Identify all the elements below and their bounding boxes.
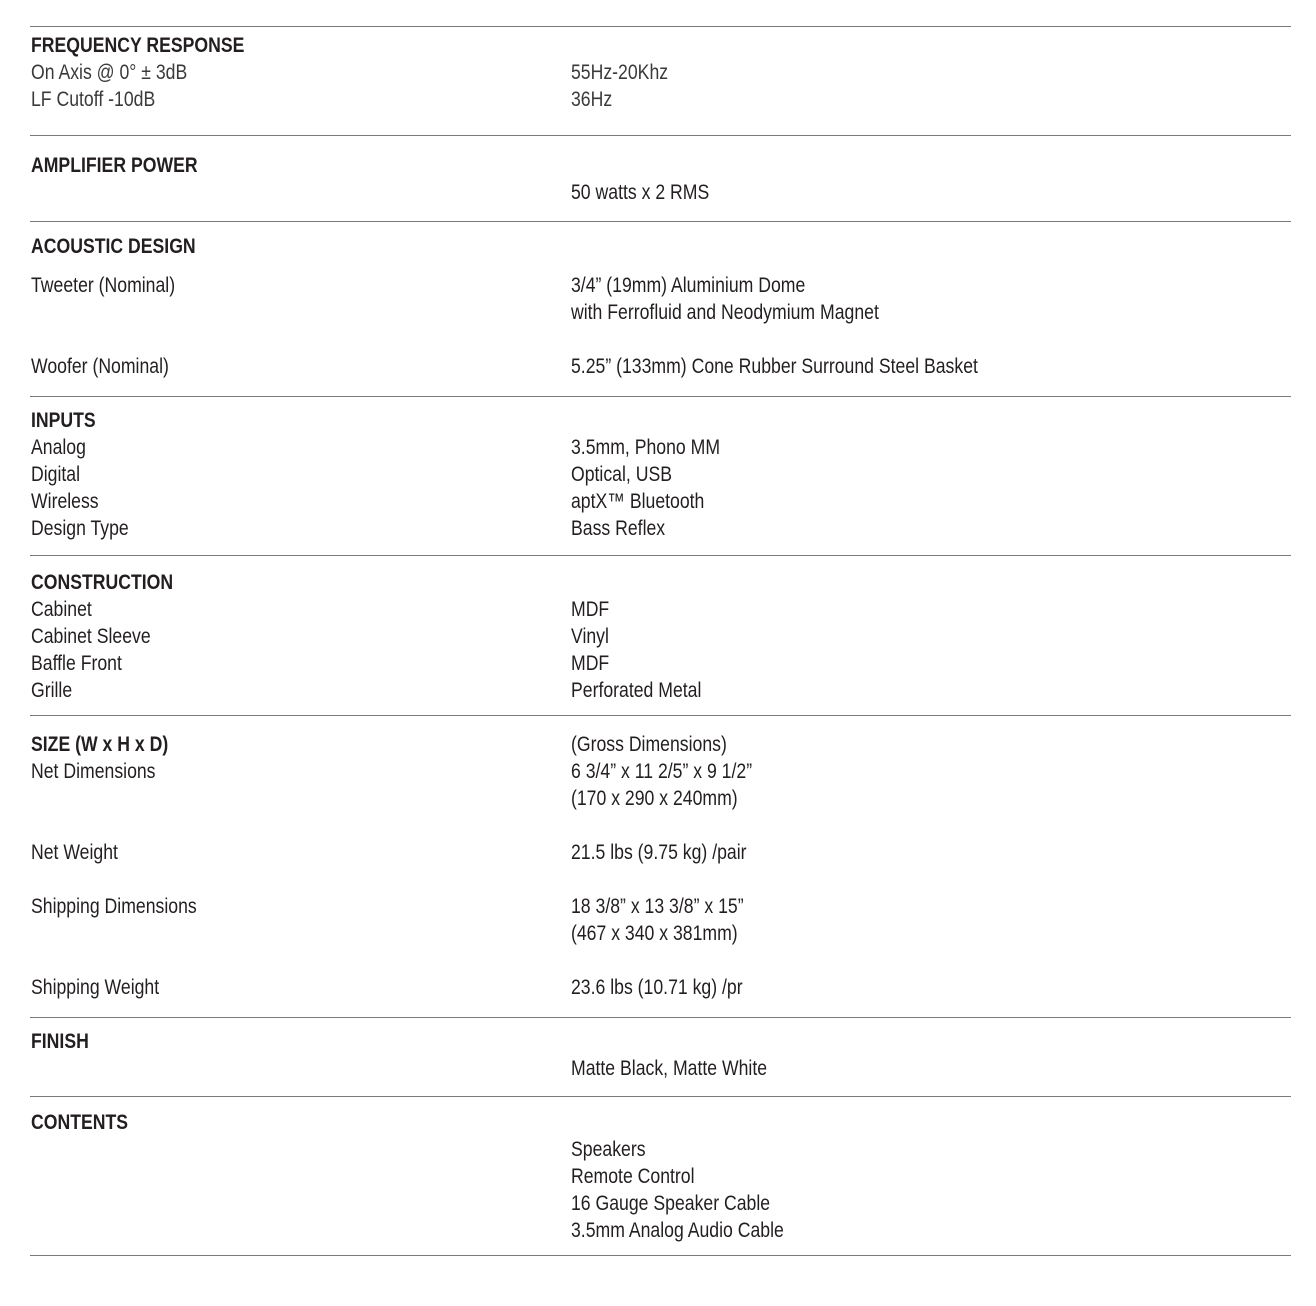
divider: [30, 1017, 1291, 1018]
divider: [30, 1255, 1291, 1256]
spec-value: Remote Control: [571, 1165, 695, 1188]
spec-label: Wireless: [31, 490, 99, 513]
spec-value: 21.5 lbs (9.75 kg) /pair: [571, 841, 747, 864]
divider: [30, 715, 1291, 716]
spec-value: (Gross Dimensions): [571, 733, 727, 756]
spec-label: Cabinet Sleeve: [31, 625, 151, 648]
spec-value: 23.6 lbs (10.71 kg) /pr: [571, 976, 743, 999]
section-title: FREQUENCY RESPONSE: [31, 34, 245, 57]
spec-value: Optical, USB: [571, 463, 672, 486]
section-title: AMPLIFIER POWER: [31, 154, 198, 177]
divider: [30, 1096, 1291, 1097]
spec-label: Shipping Dimensions: [31, 895, 197, 918]
spec-label: Baffle Front: [31, 652, 122, 675]
section-title: CONTENTS: [31, 1111, 129, 1134]
spec-label: Net Dimensions: [31, 760, 156, 783]
spec-value: aptX™ Bluetooth: [571, 490, 705, 513]
spec-value: with Ferrofluid and Neodymium Magnet: [571, 301, 879, 324]
section-title: INPUTS: [31, 409, 96, 432]
spec-value: 16 Gauge Speaker Cable: [571, 1192, 771, 1215]
spec-value: 50 watts x 2 RMS: [571, 181, 710, 204]
spec-value: 18 3/8” x 13 3/8” x 15”: [571, 895, 744, 918]
spec-label: Design Type: [31, 517, 129, 540]
spec-value: (170 x 290 x 240mm): [571, 787, 738, 810]
spec-label: Analog: [31, 436, 86, 459]
spec-value: Bass Reflex: [571, 517, 666, 540]
spec-value: 5.25” (133mm) Cone Rubber Surround Steel Basket: [571, 355, 978, 378]
section-title: [31, 731, 168, 758]
divider: [30, 26, 1291, 27]
spec-label: Woofer (Nominal): [31, 355, 169, 378]
divider: [30, 221, 1291, 222]
spec-value: MDF: [571, 652, 610, 675]
spec-label: Cabinet: [31, 598, 92, 621]
spec-value: Matte Black, Matte White: [571, 1057, 768, 1080]
spec-label: Digital: [31, 463, 81, 486]
spec-value: Vinyl: [571, 625, 609, 648]
spec-value: Perforated Metal: [571, 679, 702, 702]
divider: [30, 396, 1291, 397]
section-title-main: SIZE: [31, 733, 71, 756]
spec-value: MDF: [571, 598, 610, 621]
spec-value: 36Hz: [571, 88, 613, 111]
spec-value: (467 x 340 x 381mm): [571, 922, 738, 945]
divider: [30, 135, 1291, 136]
spec-label: LF Cutoff -10dB: [31, 88, 156, 111]
spec-value: 3.5mm Analog Audio Cable: [571, 1219, 784, 1242]
section-title-suffix: (W x H x D): [75, 733, 169, 756]
section-title: FINISH: [31, 1030, 89, 1053]
spec-label: Net Weight: [31, 841, 118, 864]
spec-label: Grille: [31, 679, 73, 702]
section-title: ACOUSTIC DESIGN: [31, 235, 196, 258]
spec-value: 3/4” (19mm) Aluminium Dome: [571, 274, 806, 297]
divider: [30, 555, 1291, 556]
spec-value: 55Hz-20Khz: [571, 61, 669, 84]
spec-label: Tweeter (Nominal): [31, 274, 176, 297]
spec-value: 3.5mm, Phono MM: [571, 436, 721, 459]
section-title: CONSTRUCTION: [31, 571, 174, 594]
spec-label: On Axis @ 0° ± 3dB: [31, 61, 188, 84]
spec-value: Speakers: [571, 1138, 646, 1161]
spec-label: Shipping Weight: [31, 976, 160, 999]
spec-value: 6 3/4” x 11 2/5” x 9 1/2”: [571, 760, 753, 783]
